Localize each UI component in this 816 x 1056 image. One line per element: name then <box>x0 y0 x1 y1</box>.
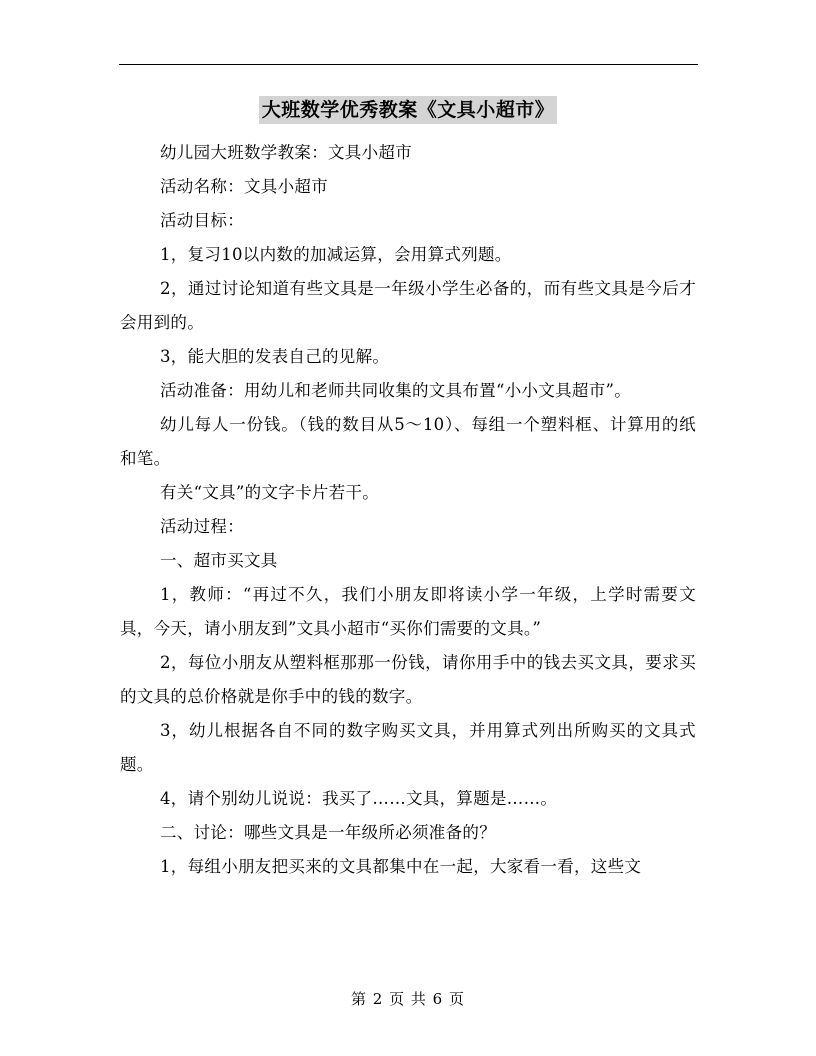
paragraph: 2，通过讨论知道有些文具是一年级小学生必备的，而有些文具是今后才会用到的。 <box>120 279 696 332</box>
paragraph: 3，能大胆的发表自己的见解。 <box>160 347 390 366</box>
paragraph: 1，教师：“再过不久，我们小朋友即将读小学一年级，上学时需要文具，今天，请小朋友到”文具小超市“买你们需要的文具。” <box>120 585 696 638</box>
paragraph: 3，幼儿根据各自不同的数字购买文具，并用算式列出所购买的文具式题。 <box>120 721 696 774</box>
paragraph: 活动过程： <box>160 517 244 536</box>
paragraph: 幼儿每人一份钱。（钱的数目从5～10）、每组一个塑料框、计算用的纸和笔。 <box>120 415 696 468</box>
paragraph: 幼儿园大班数学教案：文具小超市 <box>160 143 412 162</box>
paragraph: 二、讨论：哪些文具是一年级所必须准备的？ <box>160 823 496 842</box>
header-rule <box>119 64 698 65</box>
paragraph: 一、超市买文具 <box>160 551 278 570</box>
title-container <box>0 96 816 124</box>
paragraph: 活动准备：用幼儿和老师共同收集的文具布置“小小文具超市”。 <box>160 381 632 400</box>
paragraph: 活动名称：文具小超市 <box>160 177 328 196</box>
paragraph: 4，请个别幼儿说说：我买了……文具，算题是……。 <box>160 789 558 808</box>
page-footer: 第 2 页 共 6 页 <box>351 990 465 1008</box>
document-title: 大班数学优秀教案《文具小超市》 <box>259 96 558 124</box>
paragraph: 活动目标： <box>160 211 244 230</box>
paragraph: 1，复习10以内数的加减运算，会用算式列题。 <box>160 245 512 264</box>
document-body <box>120 136 696 884</box>
paragraph: 有关“文具”的文字卡片若干。 <box>160 483 380 502</box>
paragraph: 1，每组小朋友把买来的文具都集中在一起，大家看一看，这些文 <box>160 857 642 876</box>
paragraph: 2，每位小朋友从塑料框那那一份钱，请你用手中的钱去买文具，要求买的文具的总价格就是你手中的钱的数字。 <box>120 653 696 706</box>
